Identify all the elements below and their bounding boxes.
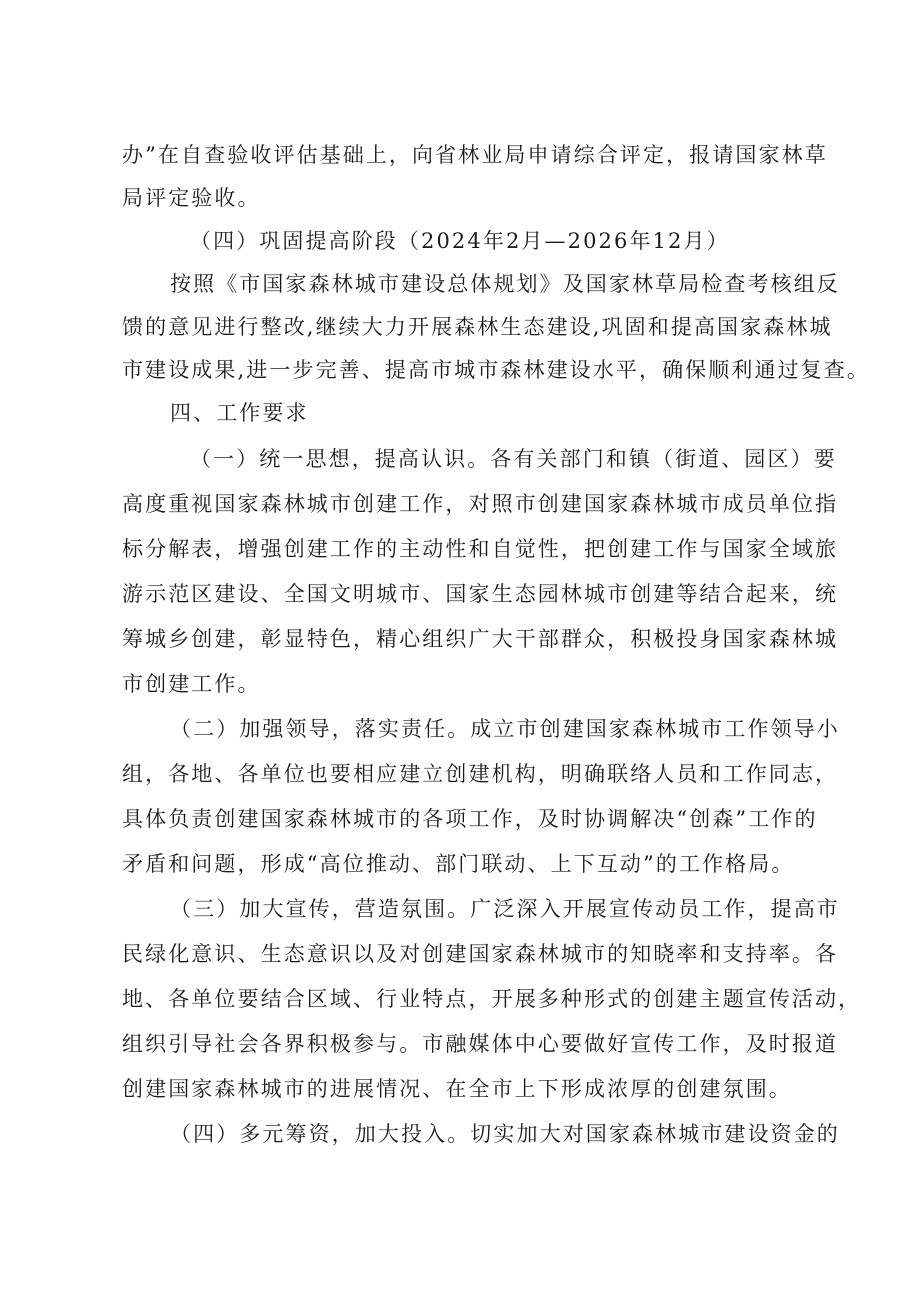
- paragraph-line: 筹城乡创建，彰显特色，精心组织广大干部群众，积极投身国家森林城: [122, 627, 839, 651]
- paragraph-line: 组，各地、各单位也要相应建立创建机构，明确联络人员和工作同志，: [122, 762, 839, 786]
- paragraph-line: 地、各单位要结合区域、行业特点，开展多种形式的创建主题宣传活动，: [122, 987, 862, 1011]
- paragraph-line: 高度重视国家森林城市创建工作，对照市创建国家森林城市成员单位指: [122, 492, 839, 516]
- paragraph-line: 市建设成果,进一步完善、提高市城市森林建设水平，确保顺利通过复查。: [122, 358, 870, 382]
- paragraph-line: 按照《市国家森林城市建设总体规划》及国家林草局检查考核组反: [170, 272, 840, 296]
- paragraph-line: 市创建工作。: [122, 672, 261, 696]
- paragraph-line: 具体负责创建国家森林城市的各项工作，及时协调解决“创森”工作的: [122, 807, 818, 831]
- paragraph-line: （二）加强领导，落实责任。成立市创建国家森林城市工作领导小: [170, 717, 840, 741]
- paragraph-line: （四）多元筹资，加大投入。切实加大对国家森林城市建设资金的: [170, 1122, 840, 1146]
- paragraph-line: 游示范区建设、全国文明城市、国家生态园林城市创建等结合起来，统: [122, 582, 839, 606]
- paragraph-line: 组织引导社会各界积极参与。市融媒体中心要做好宣传工作，及时报道: [122, 1032, 839, 1056]
- paragraph-line: 民绿化意识、生态意识以及对创建国家森林城市的知晓率和支持率。各: [122, 942, 839, 966]
- paragraph-line: 创建国家森林城市的进展情况、在全市上下形成浓厚的创建氛围。: [122, 1077, 792, 1101]
- paragraph-line: （一）统一思想，提高认识。各有关部门和镇（街道、园区）要: [190, 447, 837, 471]
- section-title: 四、工作要求: [170, 401, 309, 425]
- paragraph-line: 标分解表，增强创建工作的主动性和自觉性，把创建工作与国家全域旅: [122, 537, 839, 561]
- stage-heading: （四）巩固提高阶段（2024年2月—2026年12月）: [190, 229, 730, 253]
- paragraph-line: （三）加大宣传，营造氛围。广泛深入开展宣传动员工作，提高市: [170, 897, 840, 921]
- paragraph-line: 矛盾和问题，形成“高位推动、部门联动、上下互动”的工作格局。: [122, 852, 795, 876]
- paragraph-line: 局评定验收。: [122, 186, 261, 210]
- paragraph-line: 办”在自查验收评估基础上，向省林业局申请综合评定，报请国家林草: [122, 143, 828, 167]
- paragraph-line: 馈的意见进行整改,继续大力开展森林生态建设,巩固和提高国家森林城: [122, 315, 833, 339]
